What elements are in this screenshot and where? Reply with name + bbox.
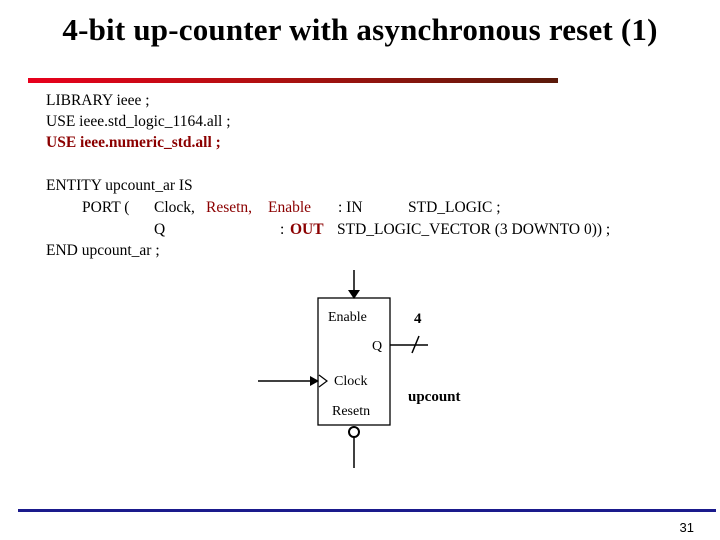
bus-width-label: 4 <box>414 311 422 327</box>
code-line-end: END upcount_ar ; <box>46 242 160 259</box>
code-q-type: STD_LOGIC_VECTOR (3 DOWNTO 0)) ; <box>337 221 611 238</box>
code-q-colon: : <box>280 221 285 238</box>
code-line-entity: ENTITY upcount_ar IS <box>46 177 193 194</box>
resetn-inversion-bubble <box>349 427 359 437</box>
slide-title: 4-bit up-counter with asynchronous reset (1) <box>62 12 658 47</box>
block-label-resetn: Resetn <box>332 404 371 419</box>
code-line-use-std-logic: USE ieee.std_logic_1164.all ; <box>46 113 231 130</box>
code-port-type-std-logic: STD_LOGIC ; <box>408 199 501 216</box>
code-port-enable: Enable <box>268 199 312 216</box>
block-label-enable: Enable <box>328 310 367 325</box>
code-q-out: OUT <box>290 221 324 238</box>
code-line-library: LIBRARY ieee ; <box>46 92 150 109</box>
code-q-name: Q <box>154 221 166 238</box>
footer-rule <box>18 509 716 512</box>
code-port-clock: Clock, <box>154 199 195 216</box>
code-port-resetn: Resetn, <box>206 199 253 216</box>
page-number: 31 <box>679 520 694 535</box>
block-label-q: Q <box>372 339 383 354</box>
code-port-prefix: PORT ( <box>82 199 130 216</box>
code-line-use-numeric: USE ieee.numeric_std.all ; <box>46 134 221 151</box>
counter-name-label: upcount <box>408 389 461 405</box>
block-label-clock: Clock <box>334 374 368 389</box>
code-port-in: : IN <box>338 199 363 216</box>
